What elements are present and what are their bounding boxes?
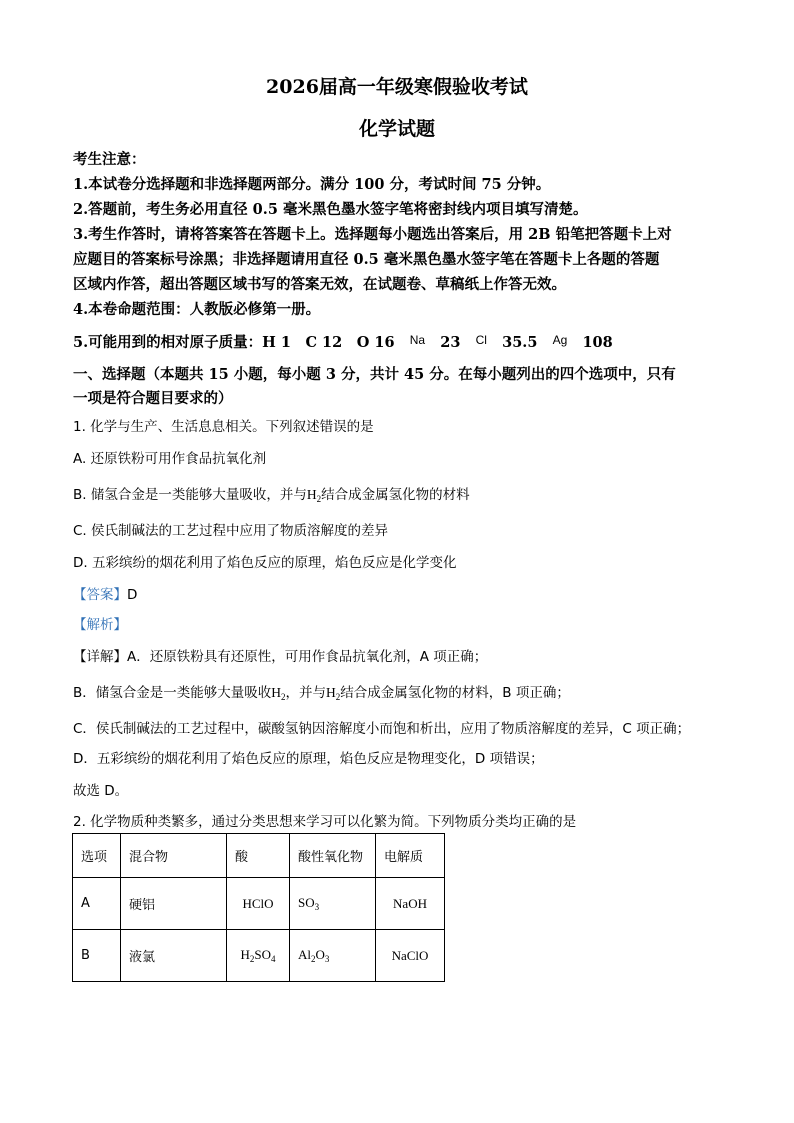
h2-formula-3: [326, 685, 340, 700]
row-b-acid: [227, 930, 290, 982]
table-header-row: [73, 834, 445, 878]
answer-value: D: [127, 587, 138, 603]
table-row: [73, 878, 445, 930]
subscript-2: 2: [281, 692, 286, 702]
row-a-option: A: [73, 878, 121, 930]
h2-formula-2: [271, 685, 285, 700]
detail-a-text: A．还原铁粉具有还原性，可用作食品抗氧化剂，A 项正确；: [127, 649, 488, 665]
h-symbol: H: [271, 685, 282, 700]
detail-b-text-1: B．储氢合金是一类能够大量吸收: [73, 685, 272, 701]
row-a-oxide: [290, 878, 376, 930]
formula-part: O: [315, 947, 325, 962]
formula-subscript: 3: [314, 902, 320, 912]
header-mixture: 混合物: [121, 834, 227, 878]
formula-part: Al: [298, 947, 311, 962]
cl-symbol: Cl: [475, 333, 487, 347]
subscript-2: 2: [316, 494, 322, 504]
row-b-electrolyte: NaClO: [376, 930, 445, 982]
detail-c: C．侯氏制碱法的工艺过程中，碳酸氢钠因溶解度小而饱和析出，应用了物质溶解度的差异，C 项正确；: [73, 721, 691, 737]
exam-title: 2026届高一年级寒假验收考试: [266, 76, 528, 98]
header-electrolyte: 电解质: [376, 834, 445, 878]
masses-prefix: 5.可能用到的相对原子质量：H 1 C 12 O 16: [73, 334, 395, 351]
h-symbol: H: [306, 487, 317, 502]
notice-item-3: 3.考生作答时，请将答案答在答题卡上。选择题每小题选出答案后，用 2B 铅笔把答题卡上对: [73, 226, 672, 243]
detail-a: [73, 645, 487, 665]
q2-stem: 2. 化学物质种类繁多，通过分类思想来学习可以化繁为简。下列物质分类均正确的是: [73, 814, 577, 830]
detail-tag: 【详解】: [73, 649, 127, 665]
row-b-option: B: [73, 930, 121, 982]
row-a-electrolyte: NaOH: [376, 878, 445, 930]
notice-item-3-cont: 应题目的答案标号涂黑；非选择题请用直径 0.5 毫米黑色墨水签字笔在答题卡上各题的答题: [73, 251, 660, 268]
atomic-masses: [73, 331, 613, 352]
h-symbol: H: [326, 685, 336, 700]
q1-option-b-text: B. 储氢合金是一类能够大量吸收，并与: [73, 487, 307, 503]
q1-stem: 1. 化学与生产、生活息息相关。下列叙述错误的是: [73, 419, 374, 435]
conclusion: 故选 D。: [73, 783, 129, 799]
formula-subscript: 2: [311, 954, 316, 964]
section-heading-cont: 一项是符合题目要求的）: [73, 390, 233, 407]
subscript-2: 2: [335, 692, 341, 702]
row-a-acid: HClO: [227, 878, 290, 930]
row-b-mixture: 液氯: [121, 930, 227, 982]
notice-item-4: 4.本卷命题范围：人教版必修第一册。: [73, 301, 321, 318]
row-b-oxide: [290, 930, 376, 982]
q1-answer: [73, 583, 137, 603]
detail-b-text-2: ，并与: [285, 685, 327, 701]
answer-tag: 【答案】: [73, 587, 127, 603]
notice-item-1: 1.本试卷分选择题和非选择题两部分。满分 100 分，考试时间 75 分钟。: [73, 176, 551, 193]
na-symbol: Na: [409, 333, 426, 347]
header-acid: 酸: [227, 834, 290, 878]
h2-formula: [307, 487, 321, 502]
ag-mass: 108: [582, 334, 613, 351]
classification-table: [72, 833, 445, 982]
na-mass: 23: [440, 334, 461, 351]
ag-symbol: Ag: [552, 333, 568, 347]
formula-part: SO: [298, 895, 315, 910]
notice-item-2: 2.答题前，考生务必用直径 0.5 毫米黑色墨水签字笔将密封线内项目填写清楚。: [73, 201, 588, 218]
formula-part: H: [240, 947, 250, 962]
analysis-tag: 【解析】: [73, 617, 127, 633]
detail-d: D．五彩缤纷的烟花利用了焰色反应的原理，焰色反应是物理变化，D 项错误；: [73, 751, 544, 767]
detail-b: [73, 681, 570, 702]
q1-option-d: D. 五彩缤纷的烟花利用了焰色反应的原理，焰色反应是化学变化: [73, 555, 457, 571]
formula-subscript: 2: [249, 954, 255, 964]
notice-item-3-cont2: 区域内作答，超出答题区域书写的答案无效，在试题卷、草稿纸上作答无效。: [73, 276, 566, 293]
section-heading: 一、选择题（本题共 15 小题，每小题 3 分，共计 45 分。在每小题列出的四个选项中，只有: [73, 366, 676, 383]
q1-option-b: [73, 483, 470, 504]
header-option: 选项: [73, 834, 121, 878]
q1-option-b-text-end: 结合成金属氢化物的材料: [321, 487, 470, 503]
notice-heading: 考生注意：: [73, 151, 146, 168]
exam-subject: 化学试题: [358, 118, 435, 140]
q1-option-c: C. 侯氏制碱法的工艺过程中应用了物质溶解度的差异: [73, 523, 389, 539]
detail-b-text-3: 结合成金属氢化物的材料，B 项正确；: [340, 685, 570, 701]
formula-part: SO: [254, 947, 271, 962]
cl-mass: 35.5: [502, 334, 538, 351]
formula-subscript: 3: [324, 954, 330, 964]
q1-option-a: A. 还原铁粉可用作食品抗氧化剂: [73, 451, 267, 467]
header-acidic-oxide: 酸性氧化物: [290, 834, 376, 878]
formula-subscript: 4: [271, 954, 276, 964]
row-a-mixture: 硬铝: [121, 878, 227, 930]
table-row: [73, 930, 445, 982]
